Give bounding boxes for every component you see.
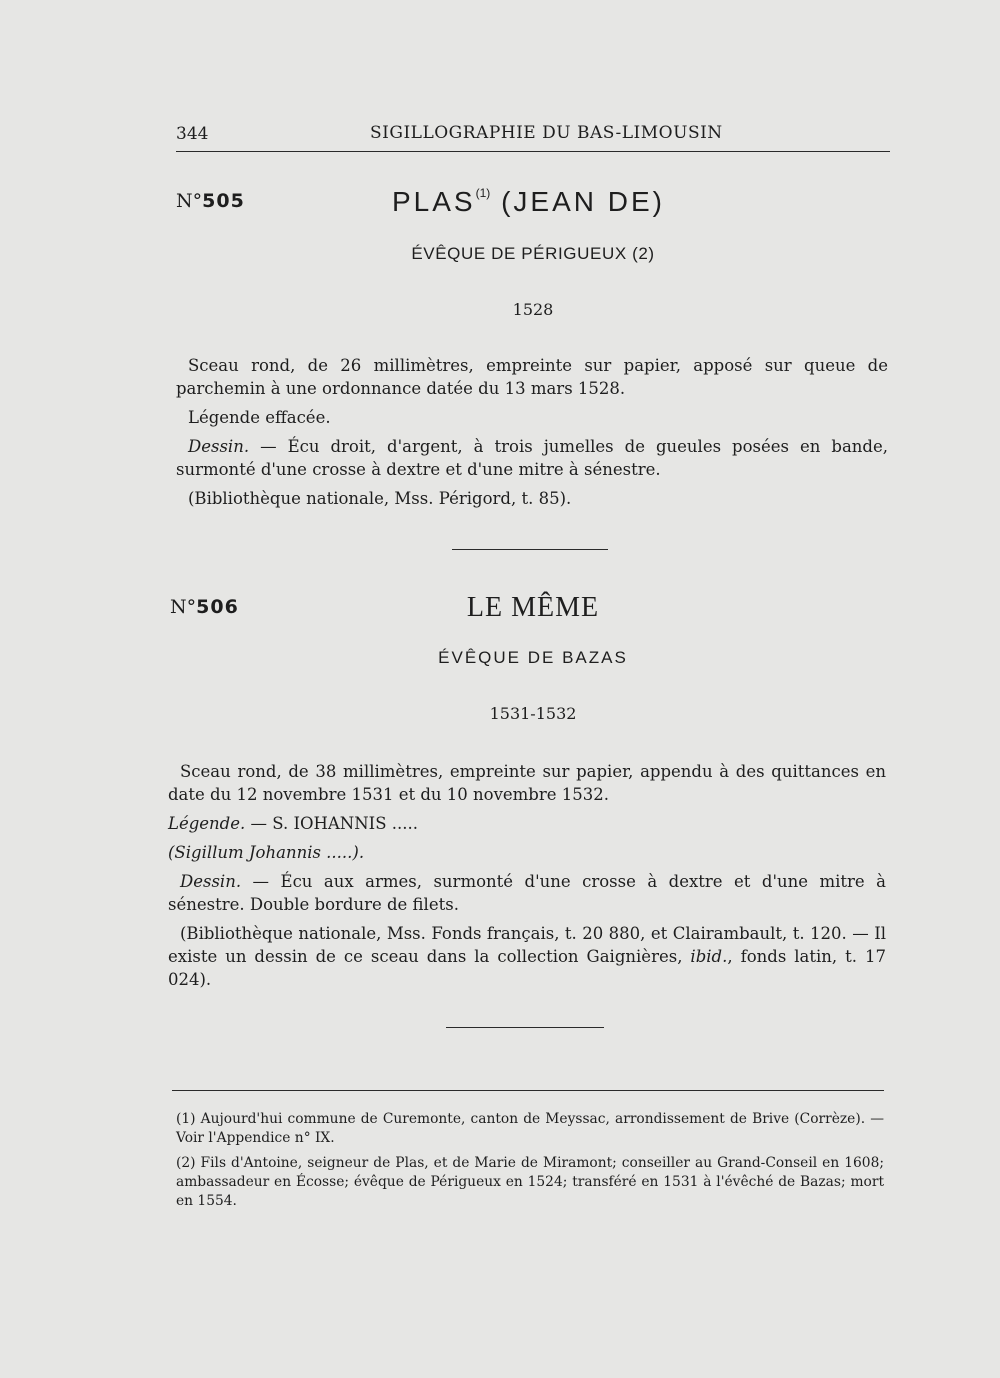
header-rule: [176, 151, 890, 152]
footnote-rule: [172, 1090, 884, 1091]
source-text-end: , fonds latin, t. 17 024).: [168, 947, 886, 989]
seal-legend-expansion: [168, 841, 886, 864]
entry-title-506: [176, 592, 890, 624]
entry-body-506: [168, 760, 886, 991]
legend-label: Légende.: [168, 814, 246, 833]
seal-source: (Bibliothèque nationale, Mss. Périgord, t. 85).: [188, 489, 572, 508]
drawing-label: Dessin.: [188, 437, 250, 456]
page-number: 344: [176, 124, 209, 144]
legend-text: — S. IOHANNIS .....: [245, 814, 418, 833]
section-separator: [452, 549, 608, 550]
entry-subtitle-505: ÉVÊQUE DE PÉRIGUEUX (2): [411, 244, 655, 263]
source-ibid: ibid.: [690, 947, 728, 966]
running-title: SIGILLOGRAPHIE DU BAS-LIMOUSIN: [370, 123, 723, 143]
seal-drawing: [168, 870, 886, 916]
entry-title-505: [392, 186, 665, 218]
entry-body-505: [176, 354, 888, 510]
entry-year-506: 1531-1532: [489, 704, 577, 723]
entry-title-main: PLAS: [392, 186, 476, 217]
legend-expansion: (Sigillum Johannis .....).: [168, 843, 365, 862]
entry-number-prefix: N°: [176, 190, 203, 212]
footnote-ref-1: (1): [475, 186, 491, 200]
source-text: (Bibliothèque nationale, Mss. Fonds français, t. 20 880, et Clairambault, t. 120. — Il existe un dessin de ce sceau dans la collection Gaignières,: [168, 924, 886, 966]
footnotes: [176, 1110, 884, 1217]
entry-year-505: 1528: [512, 300, 554, 319]
seal-description: Sceau rond, de 26 millimètres, empreinte sur papier, apposé sur queue de parchemin à une ordonnance datée du 13 mars 1528.: [176, 356, 888, 398]
footnote-2: (2) Fils d'Antoine, seigneur de Plas, et de Marie de Miramont; conseiller au Grand-Conseil en 1608; ambassadeur en Écosse; évêque de Périgueux en 1524; transféré en 1531 à l'évêché de Bazas; mort en 1554.: [176, 1155, 884, 1209]
drawing-label: Dessin.: [180, 872, 242, 891]
entry-number-prefix: N°: [170, 596, 197, 618]
entry-title-main: LE MÊME: [466, 592, 600, 623]
seal-legend: [168, 812, 886, 835]
entry-number-value: 506: [196, 596, 239, 618]
footnote-1: (1) Aujourd'hui commune de Curemonte, canton de Meyssac, arrondissement de Brive (Corrèze). — Voir l'Appendice n° IX.: [176, 1111, 884, 1146]
drawing-text: — Écu droit, d'argent, à trois jumelles de gueules posées en bande, surmonté d'une crosse à dextre et d'une mitre à sénestre.: [176, 437, 888, 479]
seal-source: [168, 922, 886, 991]
seal-legend: Légende effacée.: [188, 408, 331, 427]
seal-description: Sceau rond, de 38 millimètres, empreinte sur papier, appendu à des quittances en date du 12 novembre 1531 et du 10 novembre 1532.: [168, 762, 886, 804]
drawing-text: — Écu aux armes, surmonté d'une crosse à dextre et d'une mitre à sénestre. Double bordure de filets.: [168, 872, 886, 914]
section-separator: [446, 1027, 604, 1028]
entry-number-value: 505: [202, 190, 245, 212]
entry-title-rest: (JEAN DE): [501, 186, 665, 217]
entry-subtitle-506: ÉVÊQUE DE BAZAS: [438, 648, 628, 667]
seal-drawing: [176, 435, 888, 481]
entry-number-505: [176, 190, 245, 212]
